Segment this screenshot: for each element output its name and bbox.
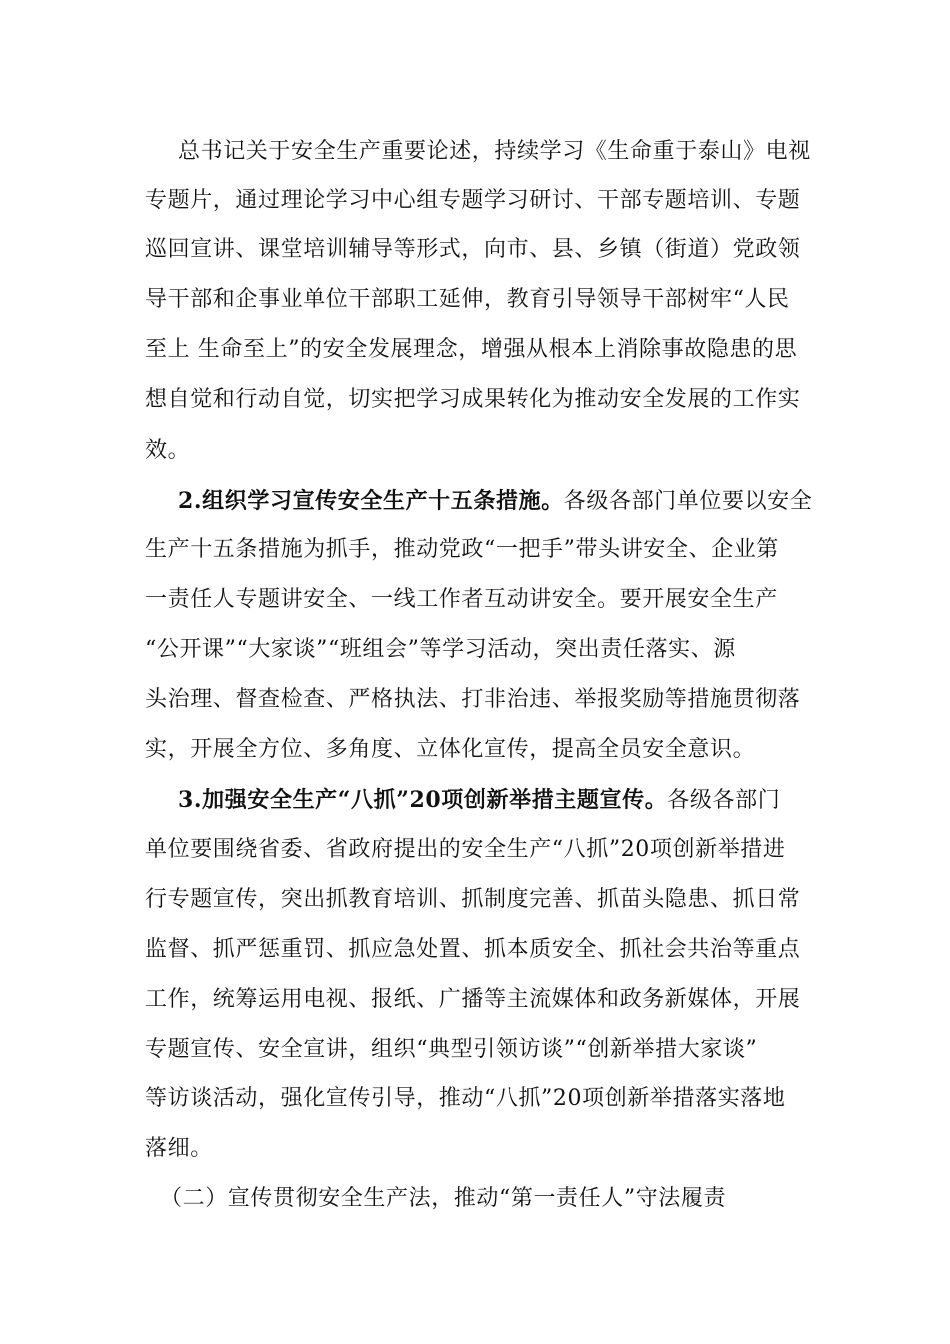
paragraph1-line-4: 导干部和企事业单位干部职工延伸，教育引导领导干部树牢“人民 [145,287,790,312]
paragraph2-line-5: 头治理、督查检查、严格执法、打非治违、举报奖励等措施贯彻落 [145,687,801,712]
paragraph2-first-line-text: 各级各部门单位要以安全 [563,489,813,514]
paragraph3-line-4: 监督、抓严惩重罚、抓应急处置、抓本质安全、抓社会共治等重点 [145,937,801,962]
paragraph3-line-3: 行专题宣传，突出抓教育培训、抓制度完善、抓苗头隐患、抓日常 [145,887,801,912]
paragraph1-line-6: 想自觉和行动自觉，切实把学习成果转化为推动安全发展的工作实 [145,387,801,412]
section-heading: （二）宣传贯彻安全生产法，推动“第一责任人”守法履责 [160,1186,727,1211]
paragraph3-line-8: 落细。 [145,1136,213,1161]
paragraph3-line-1 [178,785,780,816]
paragraph1-line-7: 效。 [145,438,191,463]
paragraph1-line-5: 至上 生命至上”的安全发展理念，增强从根本上消除事故隐患的思 [145,337,798,362]
paragraph2-line-3: 一责任人专题讲安全、一线工作者互动讲安全。要开展安全生产 [145,587,778,612]
paragraph2-heading: 2.组织学习宣传安全生产十五条措施。 [178,488,564,514]
paragraph1-line-2: 专题片，通过理论学习中心组专题学习研讨、干部专题培训、专题 [145,188,801,213]
paragraph2-line-6: 实，开展全方位、多角度、立体化宣传，提高全员安全意识。 [145,737,756,762]
paragraph2-line-4: “公开课”“大家谈”“班组会”等学习活动，突出责任落实、源 [145,637,736,662]
paragraph3-line-2: 单位要围绕省委、省政府提出的安全生产“八抓”20项创新举措进 [145,837,786,862]
paragraph3-line-6: 专题宣传、安全宣讲，组织“典型引领访谈”“创新举措大家谈” [145,1037,758,1062]
paragraph1-line-3: 巡回宣讲、课堂培训辅导等形式，向市、县、乡镇（街道）党政领 [145,237,801,262]
paragraph1-line-1: 总书记关于安全生产重要论述，持续学习《生命重于泰山》电视 [178,139,811,164]
paragraph2-line-2: 生产十五条措施为抓手，推动党政“一把手”带头讲安全、企业第 [145,537,779,562]
paragraph3-line-7: 等访谈活动，强化宣传引导，推动“八抓”20项创新举措落实落地 [145,1086,786,1111]
paragraph3-first-line-text: 各级各部门 [667,788,781,813]
paragraph3-heading: 3.加强安全生产“八抓”20项创新举措主题宣传。 [178,787,668,813]
paragraph3-line-5: 工作，统筹运用电视、报纸、广播等主流媒体和政务新媒体，开展 [145,987,801,1012]
paragraph2-line-1 [178,486,812,517]
